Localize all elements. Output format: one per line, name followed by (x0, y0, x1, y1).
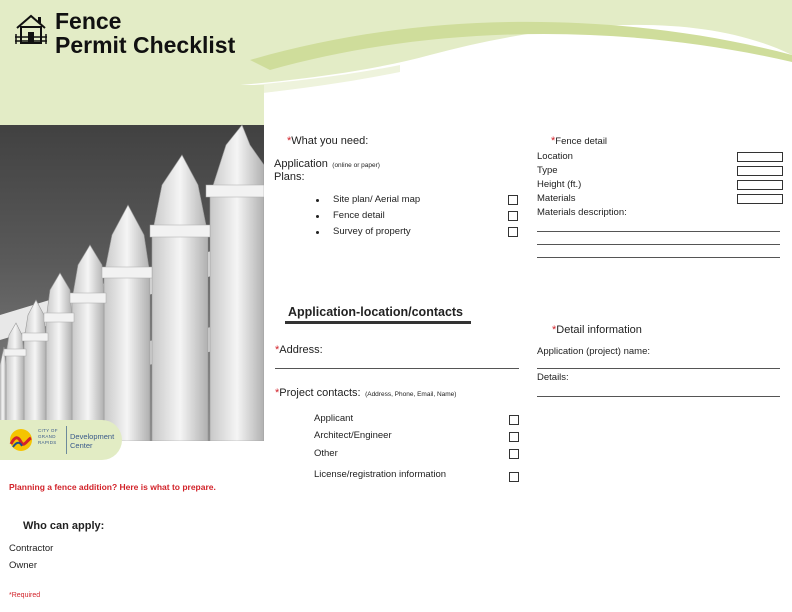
materials-description-line[interactable] (537, 244, 780, 245)
project-name-line[interactable] (537, 368, 780, 369)
project-contacts-label: *Project contacts: (Address, Phone, Email, Name) (275, 387, 457, 399)
architect-checkbox[interactable] (509, 432, 519, 442)
app-location-heading: Application-location/contacts (288, 305, 464, 319)
bullet (316, 199, 319, 202)
address-line[interactable] (275, 368, 519, 369)
intro-text: Planning a fence addition? Here is what to prepare. (9, 482, 216, 492)
plan-item-survey: Survey of property (333, 226, 411, 237)
field-label-location: Location (537, 151, 573, 162)
license-checkbox[interactable] (509, 472, 519, 482)
project-name-label: Application (project) name: (537, 346, 650, 357)
fence-detail-heading: *Fence detail (551, 135, 608, 147)
logo-org-line2: GRAND (38, 434, 56, 439)
plan-item-site: Site plan/ Aerial map (333, 194, 421, 205)
details-line[interactable] (537, 396, 780, 397)
details-label: Details: (537, 372, 569, 383)
who-item-contractor: Contractor (9, 543, 54, 554)
contact-license: License/registration information (314, 469, 447, 480)
contact-other: Other (314, 448, 338, 459)
field-label-materials: Materials (537, 193, 576, 204)
contact-architect: Architect/Engineer (314, 430, 392, 441)
fence-photo (0, 85, 264, 441)
heading-underline (285, 321, 471, 324)
city-logo-icon (8, 428, 34, 452)
materials-field[interactable] (737, 194, 783, 204)
height-field[interactable] (737, 180, 783, 190)
logo-org-line3: RAPIDS (38, 440, 57, 445)
logo-org-line1: CITY OF (38, 428, 58, 433)
site-plan-checkbox[interactable] (508, 195, 518, 205)
location-field[interactable] (737, 152, 783, 162)
applicant-checkbox[interactable] (509, 415, 519, 425)
field-label-type: Type (537, 165, 558, 176)
logo-dev-line1: Development (70, 432, 115, 441)
plans-label: Plans: (274, 171, 305, 183)
other-checkbox[interactable] (509, 449, 519, 459)
logo-dev-line2: Center (70, 441, 93, 450)
bullet (316, 231, 319, 234)
plan-item-fence-detail: Fence detail (333, 210, 385, 221)
contact-applicant: Applicant (314, 413, 354, 424)
address-label: *Address: (275, 344, 323, 356)
bullet (316, 215, 319, 218)
materials-description-line[interactable] (537, 231, 780, 232)
who-can-apply-heading: Who can apply: (23, 520, 105, 532)
who-item-owner: Owner (9, 560, 37, 571)
survey-checkbox[interactable] (508, 227, 518, 237)
logo-divider (66, 426, 67, 454)
house-fence-icon (13, 12, 49, 46)
what-you-need-heading: *What you need: (287, 135, 369, 147)
page-title-line2: Permit Checklist (55, 32, 236, 58)
type-field[interactable] (737, 166, 783, 176)
application-row: Application (online or paper) (274, 158, 380, 170)
detail-information-heading: *Detail information (552, 324, 642, 336)
page-title-line1: Fence (55, 8, 122, 34)
required-note: *Required (9, 592, 41, 599)
fence-detail-checkbox[interactable] (508, 211, 518, 221)
materials-description-label: Materials description: (537, 207, 627, 218)
field-label-height: Height (ft.) (537, 179, 582, 190)
materials-description-line[interactable] (537, 257, 780, 258)
